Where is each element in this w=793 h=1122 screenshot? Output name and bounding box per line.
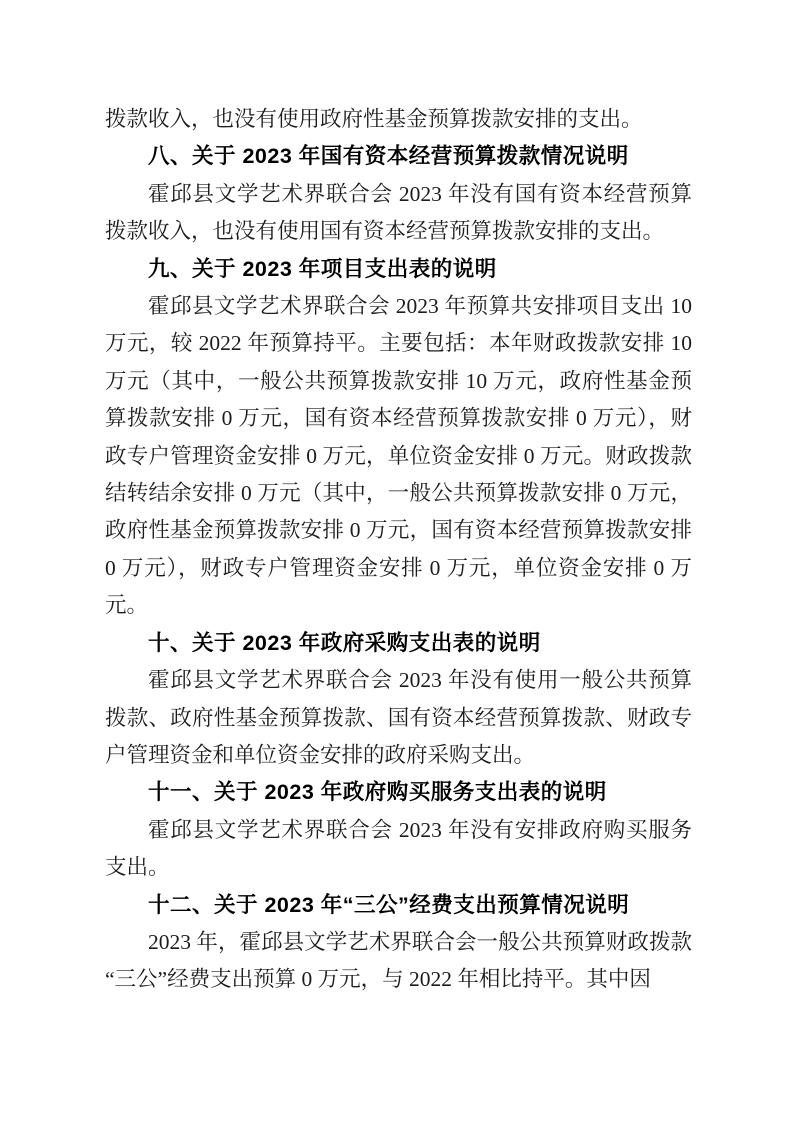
section-8-heading: 八、关于 2023 年国有资本经营预算拨款情况说明 bbox=[148, 144, 629, 169]
section-8-body: 霍邱县文学艺术界联合会 2023 年没有国有资本经营预算拨款收入，也没有使用国有资本经营预算拨款安排的支出。 bbox=[105, 181, 692, 244]
document-text-block bbox=[105, 101, 692, 999]
section-10-heading: 十、关于 2023 年政府采购支出表的说明 bbox=[148, 630, 541, 655]
section-11-body: 霍邱县文学艺术界联合会 2023 年没有安排政府购买服务支出。 bbox=[105, 817, 692, 880]
section-12-body: 2023 年，霍邱县文学艺术界联合会一般公共预算财政拨款“三公”经费支出预算 0 万元，与 2022 年相比持平。其中因 bbox=[105, 929, 692, 992]
section-11-heading: 十一、关于 2023 年政府购买服务支出表的说明 bbox=[148, 780, 607, 805]
section-9-body: 霍邱县文学艺术界联合会 2023 年预算共安排项目支出 10 万元，较 2022 年预算持平。主要包括：本年财政拨款安排 10 万元（其中，一般公共预算拨款安排 10 万元，政府性基金预算拨款安排 0 万元，国有资本经营预算拨款安排 0 万元），财政专户管理资金安排 0 万元，单位资金安排 0 万元。财政拨款结转结余安排 0 万元（其中，一般公共预算拨款安排 0 万元，政府性基金预算拨款安排 0 万元，国有资本经营预算拨款安排 0 万元），财政专户管理资金安排 0 万元，单位资金安排 0 万元。 bbox=[105, 294, 692, 618]
section-9-heading: 九、关于 2023 年项目支出表的说明 bbox=[148, 256, 497, 281]
section-10-body: 霍邱县文学艺术界联合会 2023 年没有使用一般公共预算拨款、政府性基金预算拨款、国有资本经营预算拨款、财政专户管理资金和单位资金安排的政府采购支出。 bbox=[105, 668, 692, 767]
section-12-heading: 十二、关于 2023 年“三公”经费支出预算情况说明 bbox=[148, 892, 630, 917]
continuation-paragraph: 拨款收入，也没有使用政府性基金预算拨款安排的支出。 bbox=[105, 107, 643, 131]
